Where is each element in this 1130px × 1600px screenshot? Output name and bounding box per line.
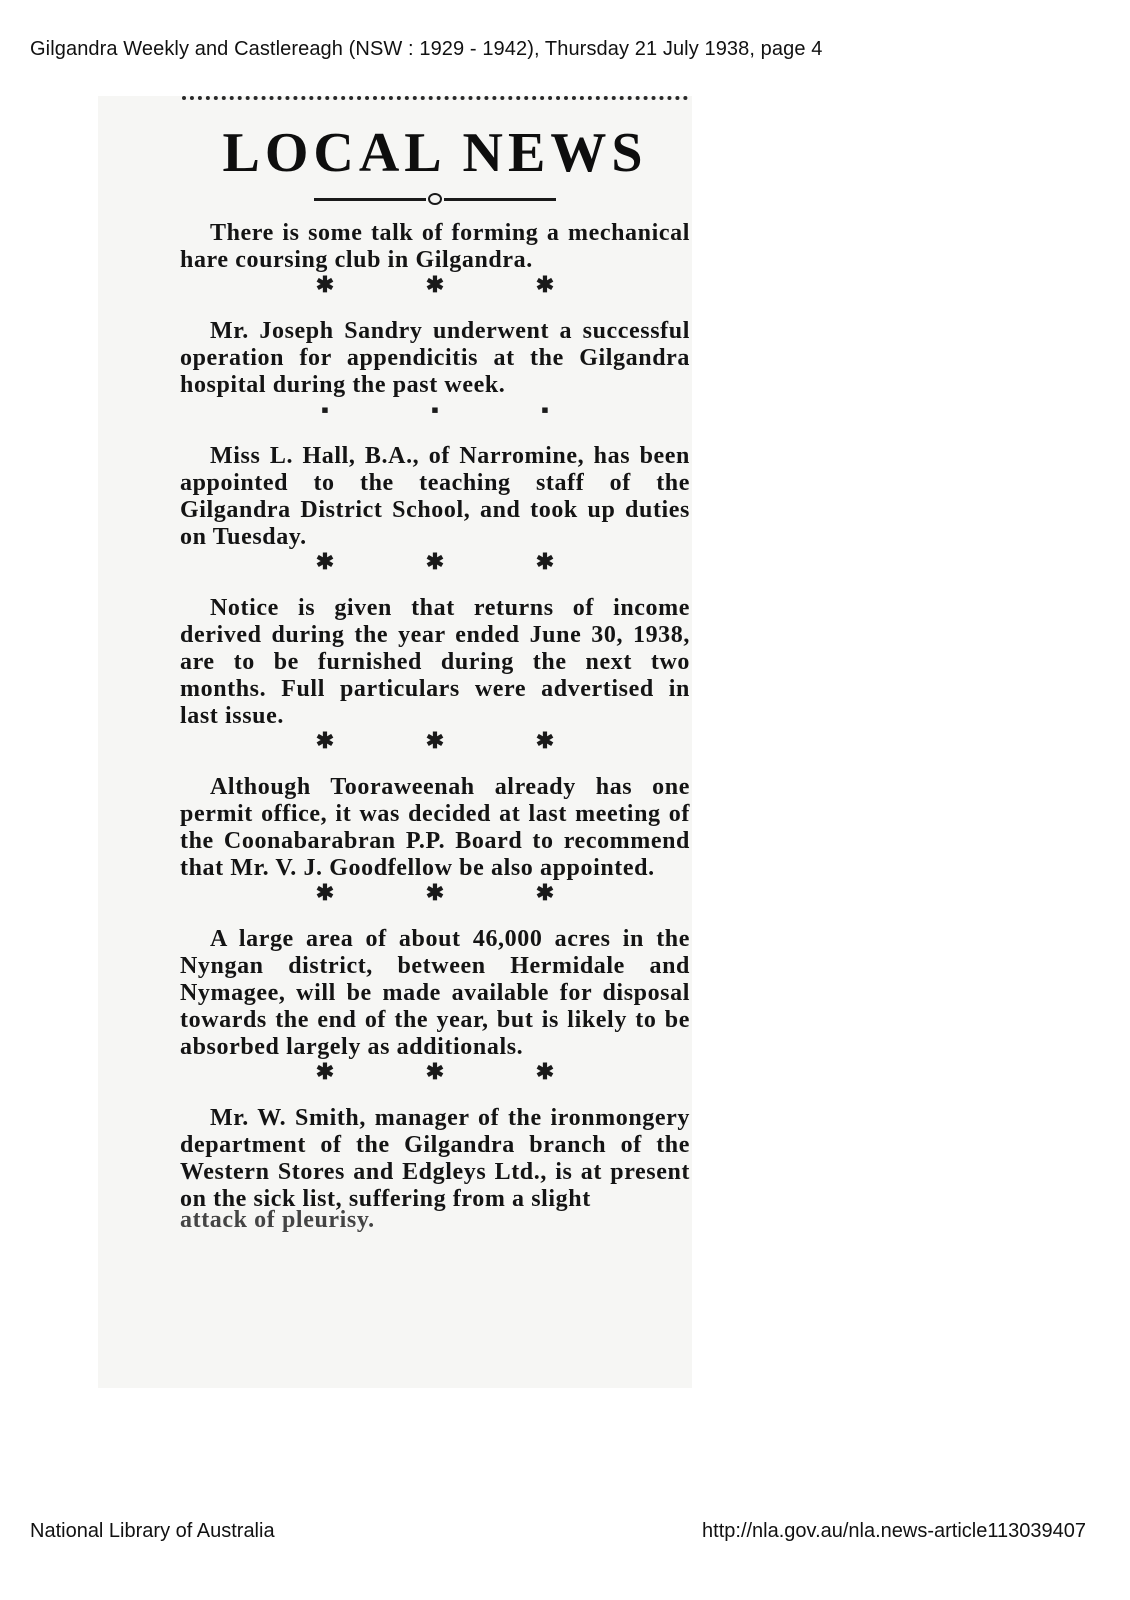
news-item [180,926,690,1061]
news-item [180,1105,690,1213]
separator-glyph: ✱ [315,1059,335,1084]
separator-glyph: ✱ [425,272,445,297]
news-item-text: Miss L. Hall, B.A., of Narromine, has been appointed to the teaching staff of the Gilgandra District School, and took up duties on Tuesday. [180,443,690,550]
item-separator [180,551,690,577]
separator-glyph: ✱ [425,549,445,574]
footer-article-url[interactable]: http://nla.gov.au/nla.news-article113039407 [702,1520,1086,1542]
separator-glyph: ▪ [321,397,329,422]
news-item [180,220,690,274]
news-item-text: A large area of about 46,000 acres in the Nyngan district, between Hermidale and Nymagee, will be made available for disposal towards the end of the year, but is likely to be absorbed largely as additionals. [180,926,690,1060]
news-item-text: Notice is given that returns of income derived during the year ended June 30, 1938, are to be furnished during the next two months. Full particulars were advertised in last issue. [180,595,690,729]
headline-divider [180,192,690,206]
separator-glyph: ✱ [425,728,445,753]
divider-bar-left [314,198,426,201]
news-item [180,443,690,551]
divider-bar-right [444,198,556,201]
separator-glyph: ✱ [535,272,555,297]
separator-glyph: ✱ [315,880,335,905]
news-item-text: There is some talk of forming a mechanical hare coursing club in Gilgandra. [180,220,690,273]
item-separator [180,1061,690,1087]
separator-glyph: ✱ [535,880,555,905]
separator-glyph: ✱ [315,728,335,753]
separator-glyph: ✱ [315,272,335,297]
separator-glyph: ✱ [535,549,555,574]
footer-source: National Library of Australia [30,1520,275,1542]
separator-glyph: ▪ [431,397,439,422]
cut-off-line: attack of pleurisy. [180,1207,375,1233]
divider-ring-icon [428,193,442,205]
news-item [180,595,690,730]
separator-glyph: ▪ [541,397,549,422]
newspaper-clipping [98,96,692,1388]
news-item-text: Mr. W. Smith, manager of the ironmongery department of the Gilgandra branch of the Western Stores and Edgleys Ltd., is at present on the sick list, suffering from a slight [180,1105,690,1212]
item-separator [180,274,690,300]
item-separator [180,882,690,908]
separator-glyph: ✱ [315,549,335,574]
item-separator [180,399,690,425]
item-separator [180,730,690,756]
separator-glyph: ✱ [425,1059,445,1084]
news-item-text: Mr. Joseph Sandry underwent a successful operation for appendicitis at the Gilgandra hospital during the past week. [180,318,690,398]
article-headline: LOCAL NEWS [222,122,648,184]
separator-glyph: ✱ [535,1059,555,1084]
article-column [180,96,690,1233]
news-item [180,318,690,399]
news-item [180,774,690,882]
separator-glyph: ✱ [425,880,445,905]
top-dotted-rule [182,96,688,112]
separator-glyph: ✱ [535,728,555,753]
news-item-text: Although Tooraweenah already has one permit office, it was decided at last meeting of the Coonabarabran P.P. Board to recommend that Mr. V. J. Goodfellow be also appointed. [180,774,690,881]
page-citation: Gilgandra Weekly and Castlereagh (NSW : 1929 - 1942), Thursday 21 July 1938, page 4 [30,38,823,60]
